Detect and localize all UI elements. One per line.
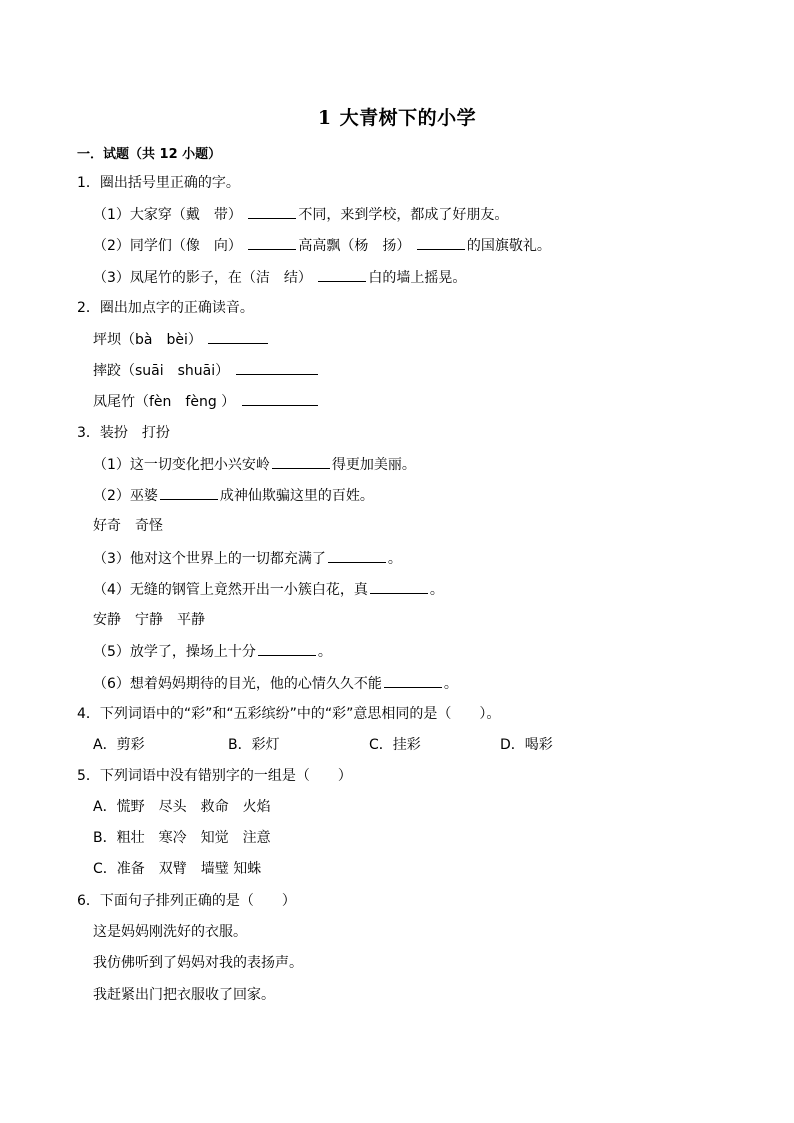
answer-blank[interactable]: [160, 485, 218, 500]
answer-blank[interactable]: [248, 235, 296, 250]
title-number: 1: [317, 107, 332, 129]
q3-item-2: （2）巫婆 成神仙欺骗这里的百姓。: [93, 485, 374, 506]
q1-item-2: （2）同学们（像 向） 高高飘（杨 扬） 的国旗敬礼。: [93, 235, 551, 256]
answer-blank[interactable]: [417, 235, 465, 250]
q6-sentence-1: 这是妈妈刚洗好的衣服。: [93, 924, 247, 940]
q5-option-b[interactable]: B．粗壮 寒冷 知觉 注意: [93, 830, 271, 846]
q3-item-1: （1）这一切变化把小兴安岭 得更加美丽。: [93, 454, 416, 475]
answer-blank[interactable]: [272, 454, 330, 469]
q3-item-6: （6）想着妈妈期待的目光，他的心情久久不能 。: [93, 673, 458, 694]
q5-option-a[interactable]: A．慌野 尽头 救命 火焰: [93, 799, 271, 815]
q1-stem: 1．圈出括号里正确的字。: [77, 175, 240, 191]
answer-blank[interactable]: [248, 204, 296, 219]
q2-stem: 2．圈出加点字的正确读音。: [77, 300, 254, 316]
answer-blank[interactable]: [258, 641, 316, 656]
q4-option-a[interactable]: A．剪彩: [93, 737, 145, 753]
answer-blank[interactable]: [384, 673, 442, 688]
answer-blank[interactable]: [328, 548, 386, 563]
answer-blank[interactable]: [208, 329, 268, 344]
page-title: [0, 103, 794, 130]
section-heading: 一．试题（共 12 小题）: [77, 147, 222, 162]
q3-item-4: （4）无缝的钢管上竟然开出一小簇白花，真 。: [93, 579, 444, 600]
q4-option-d[interactable]: D．喝彩: [500, 737, 553, 753]
answer-blank[interactable]: [242, 391, 318, 406]
q3-word-group-3: 安静 宁静 平静: [93, 612, 205, 628]
q2-item-3: 凤尾竹（fèn fèng ）: [93, 391, 320, 412]
q3-item-5: （5）放学了，操场上十分 。: [93, 641, 332, 662]
q6-sentence-2: 我仿佛听到了妈妈对我的表扬声。: [93, 955, 303, 971]
q5-stem: 5．下列词语中没有错别字的一组是（ ）: [77, 768, 352, 784]
q4-option-c[interactable]: C．挂彩: [369, 737, 421, 753]
answer-blank[interactable]: [370, 579, 428, 594]
q3-item-3: （3）他对这个世界上的一切都充满了 。: [93, 548, 402, 569]
q6-stem: 6．下面句子排列正确的是（ ）: [77, 893, 296, 909]
q6-sentence-3: 我赶紧出门把衣服收了回家。: [93, 987, 275, 1003]
q2-item-1: 坪坝（bà bèi）: [93, 329, 270, 350]
answer-blank[interactable]: [318, 267, 366, 282]
q4-stem: 4．下列词语中的“彩”和“五彩缤纷”中的“彩”意思相同的是（ ）。: [77, 706, 501, 722]
q4-option-b[interactable]: B．彩灯: [228, 737, 280, 753]
title-text: 大青树下的小学: [339, 107, 477, 129]
q1-item-1: （1）大家穿（戴 带） 不同，来到学校，都成了好朋友。: [93, 204, 508, 225]
q5-option-c[interactable]: C．准备 双臂 墙璧 知蛛: [93, 861, 262, 877]
answer-blank[interactable]: [236, 360, 318, 375]
q3-stem: 3．装扮 打扮: [77, 425, 170, 441]
q1-item-3: （3）凤尾竹的影子，在（洁 结） 白的墙上摇晃。: [93, 267, 466, 288]
q3-word-group-2: 好奇 奇怪: [93, 518, 163, 534]
q2-item-2: 摔跤（suāi shuāi）: [93, 360, 320, 381]
